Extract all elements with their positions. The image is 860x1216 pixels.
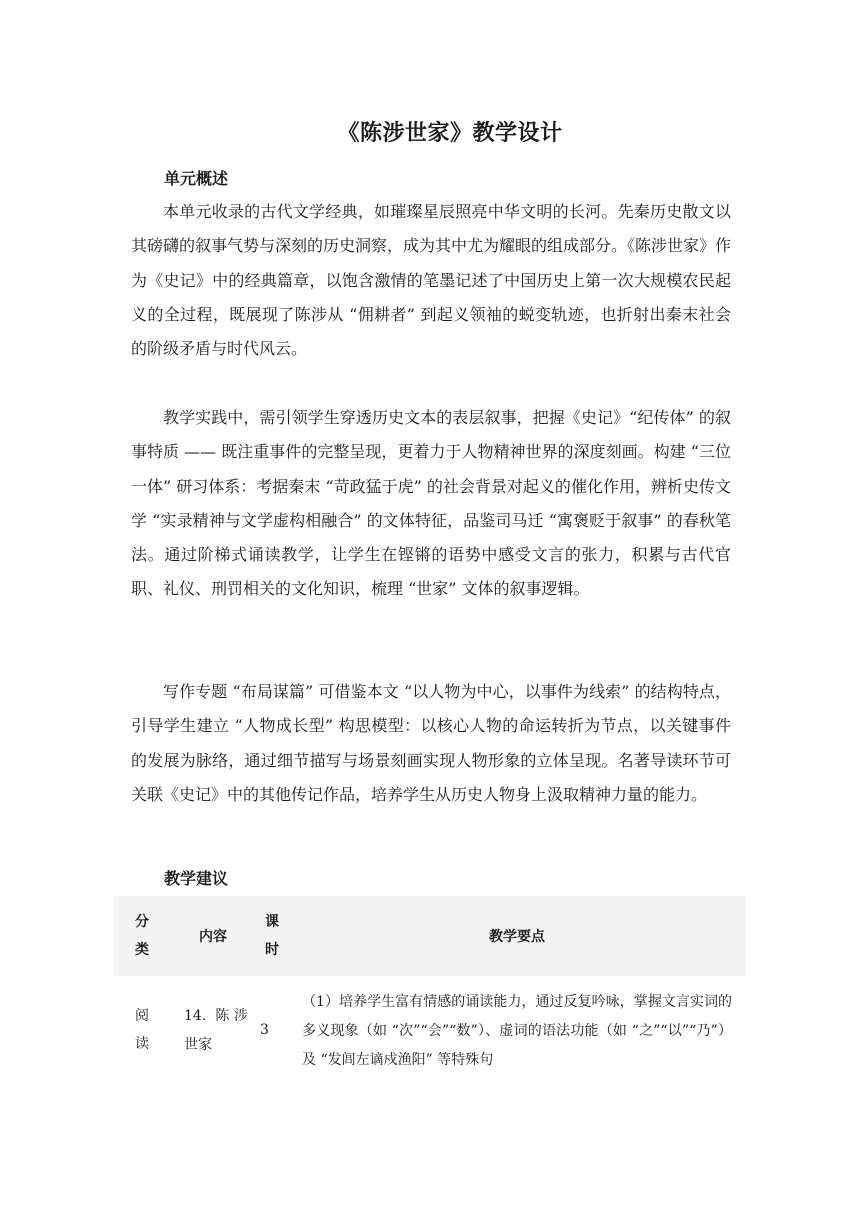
header-category [114, 896, 170, 976]
row-points: （1）培养学生富有情感的诵读能力，通过反复吟咏，掌握文言实词的多义现象（如 “次”“会”“数”）、虚词的语法功能（如 “之”“以”“乃”）及 “发闾左谪戍渔阳” 等特殊句 [302, 994, 732, 1068]
header-content: 内容 [170, 896, 256, 976]
teaching-plan-table [114, 896, 746, 1075]
header-hours [256, 896, 288, 976]
header-category-label: 分类 [135, 914, 149, 958]
row-category: 阅读 [135, 1008, 149, 1052]
table-header-row [114, 896, 746, 976]
overview-paragraph-1: 本单元收录的古代文学经典，如璀璨星辰照亮中华文明的长河。先秦历史散文以其磅礴的叙事气势与深刻的历史洞察，成为其中尤为耀眼的组成部分。《陈涉世家》作为《史记》中的经典篇章，以饱含激情的笔墨记述了中国历史上第一次大规模农民起义的全过程，既展现了陈涉从 “佣耕者” 到起义领袖的蜕变轨迹，也折射出秦末社会的阶级矛盾与时代风云。 [131, 202, 732, 359]
row-category-cell [114, 976, 170, 1075]
table-row [114, 976, 746, 1075]
header-hours-label: 课时 [265, 914, 279, 958]
row-hours: 3 [260, 1022, 269, 1038]
overview-paragraph-2: 教学实践中，需引领学生穿透历史文本的表层叙事，把握《史记》“纪传体” 的叙事特质 —— 既注重事件的完整呈现，更着力于人物精神世界的深度刻画。构建 “三位一体” 研习体系：考据秦末 “苛政猛于虎” 的社会背景对起义的催化作用，辨析史传文学 “实录精神与文学虚构相融合” 的文体特征，品鉴司马迁 “寓褒贬于叙事” 的春秋笔法。通过阶梯式诵读教学，让学生在铿锵的语势中感受文言的张力，积累与古代官职、礼仪、刑罚相关的文化知识，梳理 “世家” 文体的叙事逻辑。 [131, 408, 731, 599]
suggestion-heading: 教学建议 [164, 869, 229, 888]
document-title: 《陈涉世家》教学设计 [337, 120, 563, 146]
overview-paragraph-3: 写作专题 “布局谋篇” 可借鉴本文 “以人物为中心，以事件为线索” 的结构特点，引导学生建立 “人物成长型” 构思模型：以核心人物的命运转折为节点，以关键事件的发展为脉络，通过细节描写与场景刻画实现人物形象的立体呈现。名著导读环节可关联《史记》中的其他传记作品，培养学生从历史人物身上汲取精神力量的能力。 [131, 682, 731, 804]
row-content: 14. 陈涉世家 [184, 1008, 248, 1053]
header-points: 教学要点 [288, 896, 746, 976]
overview-heading: 单元概述 [164, 169, 229, 188]
